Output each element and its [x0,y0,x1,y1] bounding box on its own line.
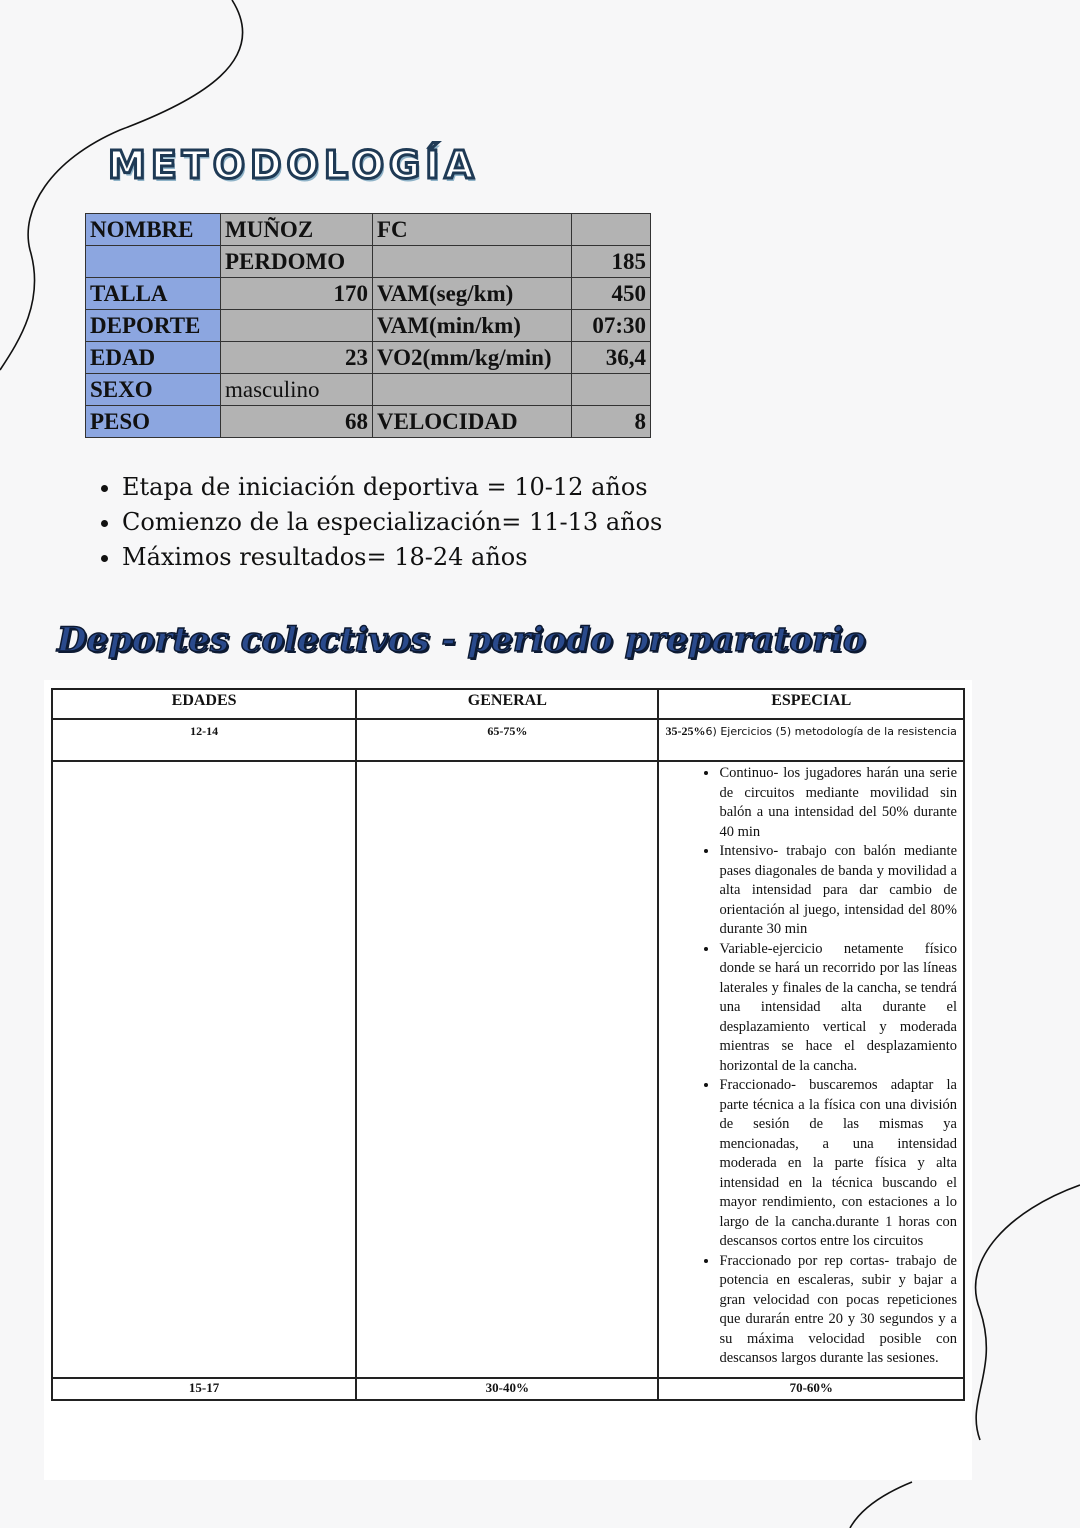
especial-cell [658,719,964,761]
value-cell: 23 [221,342,373,374]
table-row [86,278,651,310]
list-item: • Fraccionado por rep cortas- trabajo de potencia en escaleras, subir y bajar a gran velocidad con pocas repeticiones que durarán entre 20 y 30 segundos y a su máxima velocidad posible con descansos largos durante las sesiones. [719,1252,957,1369]
column-header: GENERAL [356,689,658,719]
value-cell: 170 [221,278,373,310]
stages-list [92,470,662,575]
label-cell: SEXO [86,374,221,406]
list-item: • Máximos resultados= 18-24 años [122,540,662,575]
empty-cell [52,761,356,1378]
label-cell: TALLA [86,278,221,310]
table-row [52,719,964,761]
table-row [86,342,651,374]
num-cell [572,214,651,246]
num-cell: 8 [572,406,651,438]
num-cell: 07:30 [572,310,651,342]
value-cell: 68 [221,406,373,438]
key-cell: VAM(min/km) [373,310,572,342]
training-plan-table [51,688,965,1401]
value-cell: masculino [221,374,373,406]
page-title: METODOLOGÍA [108,143,479,187]
table-row [86,406,651,438]
label-cell: NOMBRE [86,214,221,246]
key-cell: VELOCIDAD [373,406,572,438]
num-cell: 185 [572,246,651,278]
value-cell [221,310,373,342]
label-cell: PESO [86,406,221,438]
especial-description: 6) Ejercicios (5) metodología de la resistencia [705,725,957,738]
key-cell: VO2(mm/kg/min) [373,342,572,374]
table-row [52,761,964,1378]
key-cell: VAM(seg/km) [373,278,572,310]
table-row [86,374,651,406]
key-cell: FC [373,214,572,246]
label-cell [86,246,221,278]
general-cell: 30-40% [356,1378,658,1400]
athlete-info-table [85,213,651,438]
list-item: • Fraccionado- buscaremos adaptar la parte técnica a la física con una división de sesión de las mismas ya mencionadas, a una intensidad moderada en la parte física y alta intensidad en la técnica buscando el mayor rendimiento, con estaciones a lo largo de la cancha.durante 1 horas con descansos cortos entre los circuitos [719,1076,957,1252]
value-cell: MUÑOZ [221,214,373,246]
especial-cell: 70-60% [658,1378,964,1400]
methods-cell [658,761,964,1378]
list-item: • Comienzo de la especialización= 11-13 años [122,505,662,540]
num-cell: 36,4 [572,342,651,374]
list-item: • Continuo- los jugadores harán una serie de circuitos mediante movilidad sin balón a una intensidad del 50% durante 40 min [719,764,957,842]
table-row [86,310,651,342]
edades-cell: 12-14 [52,719,356,761]
column-header: ESPECIAL [658,689,964,719]
edades-cell: 15-17 [52,1378,356,1400]
table-header-row [52,689,964,719]
especial-percent: 35-25% [665,724,706,738]
list-item: • Intensivo- trabajo con balón mediante pases diagonales de banda y movilidad a alta intensidad para dar cambio de orientación al juego, intensidad del 80% durante 30 min [719,842,957,940]
value-cell: PERDOMO [221,246,373,278]
num-cell [572,374,651,406]
key-cell [373,246,572,278]
general-cell: 65-75% [356,719,658,761]
column-header: EDADES [52,689,356,719]
label-cell: DEPORTE [86,310,221,342]
empty-cell [356,761,658,1378]
table-row [86,214,651,246]
table-row [86,246,651,278]
methods-list [659,764,957,1369]
label-cell: EDAD [86,342,221,374]
list-item: • Etapa de iniciación deportiva = 10-12 años [122,470,662,505]
list-item: • Variable-ejercicio netamente físico donde se hará un recorrido por las líneas laterales y finales de la cancha, se tendrá una intensidad alta durante el desplazamiento vertical y moderada mientras se hace el desplazamiento horizontal de la cancha. [719,940,957,1077]
table-row [52,1378,964,1400]
key-cell [373,374,572,406]
num-cell: 450 [572,278,651,310]
section-title: Deportes colectivos - periodo preparatorio [57,620,866,660]
